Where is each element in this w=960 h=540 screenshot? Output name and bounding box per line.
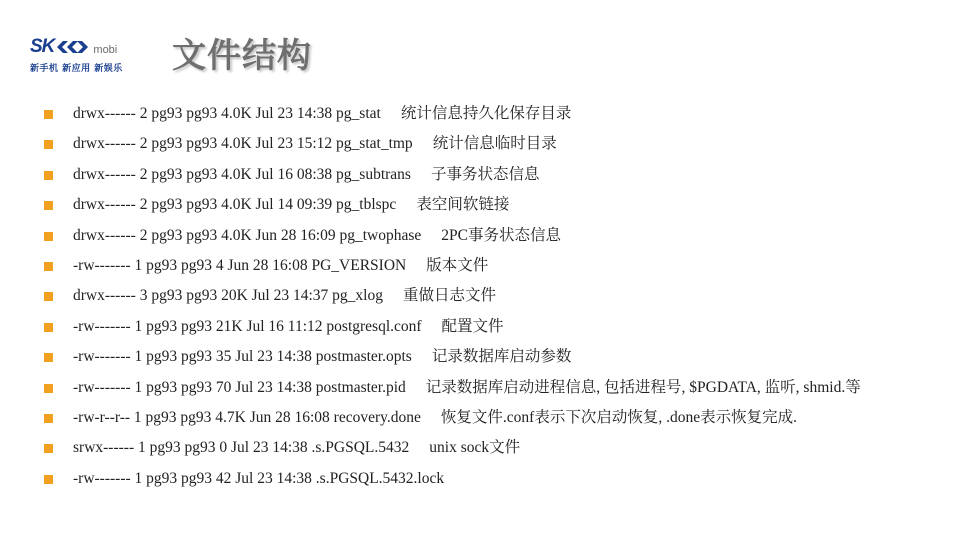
file-listing: drwx------ 2 pg93 pg93 4.0K Jul 23 14:38 pg_stat bbox=[73, 105, 381, 122]
file-structure-list bbox=[44, 103, 924, 498]
file-description: 版本文件 bbox=[426, 256, 489, 274]
bullet-square-icon bbox=[44, 414, 53, 423]
list-item bbox=[44, 285, 924, 307]
bullet-square-icon bbox=[44, 232, 53, 241]
file-listing: drwx------ 2 pg93 pg93 4.0K Jul 16 08:38 pg_subtrans bbox=[73, 165, 411, 183]
list-item bbox=[44, 164, 924, 186]
slide-title: 文件结构 bbox=[172, 36, 312, 76]
list-item bbox=[44, 437, 924, 459]
list-item bbox=[44, 407, 924, 429]
bullet-square-icon bbox=[44, 201, 53, 210]
file-listing: -rw------- 1 pg93 pg93 42 Jul 23 14:38 .s.PGSQL.5432.lock bbox=[73, 469, 445, 487]
file-description: 恢复文件.conf表示下次启动恢复, .done表示恢复完成. bbox=[440, 408, 797, 426]
file-listing: drwx------ 2 pg93 pg93 4.0K Jun 28 16:09 pg_twophase bbox=[73, 226, 422, 244]
file-description: 重做日志文件 bbox=[402, 287, 496, 305]
file-description: unix sock文件 bbox=[429, 439, 521, 457]
logo-tagline: 新手机 新应用 新娱乐 bbox=[30, 64, 123, 74]
bullet-square-icon bbox=[44, 262, 53, 271]
file-listing: -rw------- 1 pg93 pg93 35 Jul 23 14:38 postmaster.opts bbox=[73, 348, 412, 366]
list-item bbox=[44, 346, 924, 368]
file-description: 记录数据库启动参数 bbox=[431, 348, 572, 366]
bullet-square-icon bbox=[44, 292, 53, 301]
bullet-square-icon bbox=[44, 444, 53, 453]
file-listing: drwx------ 2 pg93 pg93 4.0K Jul 23 15:12 pg_stat_tmp bbox=[73, 135, 413, 153]
bullet-square-icon bbox=[44, 323, 53, 332]
file-description: 2PC事务状态信息 bbox=[441, 226, 561, 244]
bullet-square-icon bbox=[44, 171, 53, 180]
bullet-square-icon bbox=[44, 110, 53, 119]
list-item bbox=[44, 103, 924, 125]
file-listing: drwx------ 2 pg93 pg93 4.0K Jul 14 09:39 pg_tblspc bbox=[73, 196, 397, 214]
file-description: 统计信息持久化保存目录 bbox=[400, 105, 572, 122]
file-listing: -rw-r--r-- 1 pg93 pg93 4.7K Jun 28 16:08 recovery.done bbox=[73, 408, 421, 426]
list-item bbox=[44, 194, 924, 216]
file-listing: -rw------- 1 pg93 pg93 21K Jul 16 11:12 postgresql.conf bbox=[73, 317, 422, 335]
file-description: 记录数据库启动进程信息, 包括进程号, $PGDATA, 监听, shmid.等 bbox=[425, 378, 861, 396]
logo-brand: SK bbox=[30, 36, 55, 57]
bullet-square-icon bbox=[44, 140, 53, 149]
list-item bbox=[44, 316, 924, 338]
bullet-square-icon bbox=[44, 353, 53, 362]
list-item bbox=[44, 255, 924, 277]
logo-swoosh-icon bbox=[55, 39, 91, 55]
file-description: 子事务状态信息 bbox=[430, 165, 540, 183]
bullet-square-icon bbox=[44, 384, 53, 393]
bullet-square-icon bbox=[44, 475, 53, 484]
file-description: 配置文件 bbox=[441, 317, 504, 335]
list-item bbox=[44, 377, 924, 399]
file-listing: srwx------ 1 pg93 pg93 0 Jul 23 14:38 .s.PGSQL.5432 bbox=[73, 439, 410, 457]
file-listing: -rw------- 1 pg93 pg93 70 Jul 23 14:38 postmaster.pid bbox=[73, 378, 406, 396]
logo-suffix: mobi bbox=[93, 43, 118, 56]
list-item bbox=[44, 225, 924, 247]
list-item bbox=[44, 468, 924, 490]
file-description: 统计信息临时目录 bbox=[432, 135, 557, 153]
list-item bbox=[44, 133, 924, 155]
company-logo bbox=[30, 36, 152, 76]
file-description: 表空间软链接 bbox=[416, 196, 510, 214]
file-listing: drwx------ 3 pg93 pg93 20K Jul 23 14:37 pg_xlog bbox=[73, 287, 383, 305]
file-listing: -rw------- 1 pg93 pg93 4 Jun 28 16:08 PG_VERSION bbox=[73, 256, 407, 274]
